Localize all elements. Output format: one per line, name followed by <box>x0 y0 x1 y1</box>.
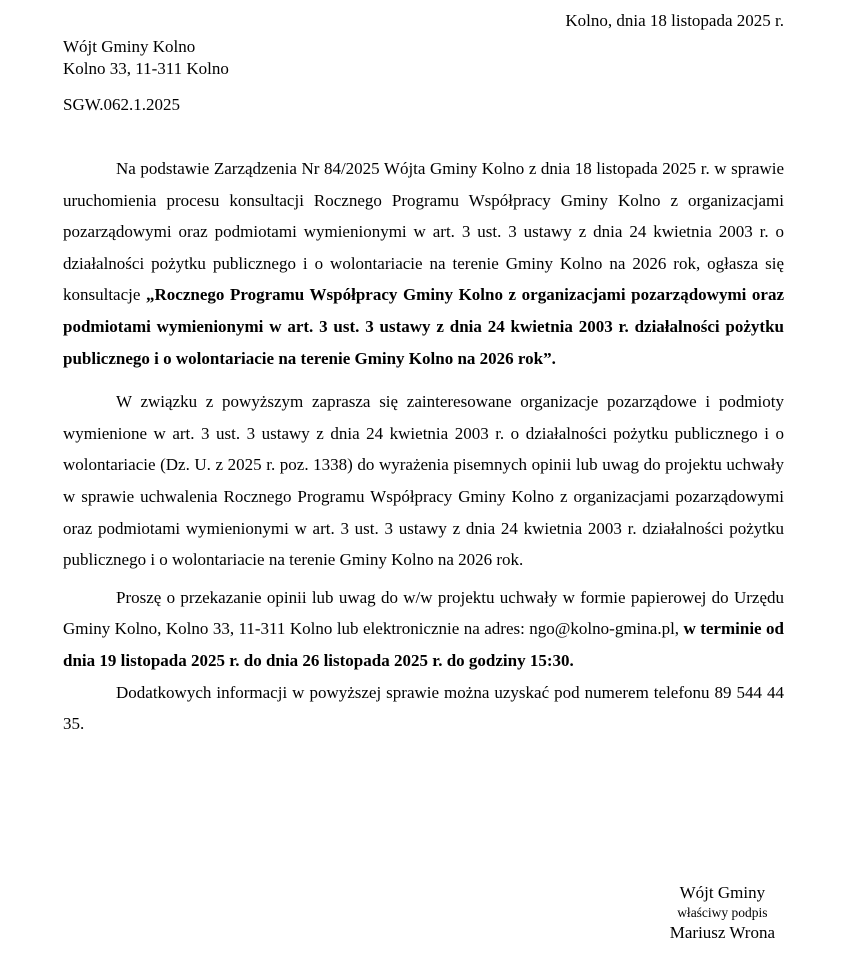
date-line: Kolno, dnia 18 listopada 2025 r. <box>565 11 784 30</box>
paragraph-submission: Proszę o przekazanie opinii lub uwag do w/w projektu uchwały w formie papierowej do Urzędu Gminy Kolno, Kolno 33, 11-311 Kolno lub elektronicznie na adres: ngo@kolno-gmina.pl, w terminie od dnia 19 listopada 2025 r. do dnia 26 listopada 2025 r. do godziny 15:30. <box>63 587 784 670</box>
sender-block <box>63 36 784 80</box>
sender-address: Kolno 33, 11-311 Kolno <box>63 59 229 78</box>
signature-name: Mariusz Wrona <box>669 923 775 942</box>
signature-block <box>670 882 775 943</box>
signature-title: Wójt Gminy <box>679 883 766 902</box>
paragraph-invitation: W związku z powyższym zaprasza się zainteresowane organizacje pozarządowe i podmioty wymienione w art. 3 ust. 3 ustawy z dnia 24 kwietnia 2003 r. o działalności pożytku publicznego i o wolontariacie (Dz. U. z 2025 r. poz. 1338) do wyrażenia pisemnych opinii lub uwag do projektu uchwały w sprawie uchwalenia Rocznego Programu Współpracy Gminy Kolno z organizacjami pozarządowymi oraz podmiotami wymienionymi w art. 3 ust. 3 ustawy z dnia 24 kwietnia 2003 r. działalności pożytku publicznego i o wolontariacie na terenie Gminy Kolno na 2026 rok. <box>63 392 784 570</box>
reference-number: SGW.062.1.2025 <box>63 95 180 114</box>
paragraph-contact: Dodatkowych informacji w powyższej sprawie można uzyskać pod numerem telefonu 89 544 44 35. <box>63 682 784 734</box>
signature-note: właściwy podpis <box>677 905 768 920</box>
sender-name: Wójt Gminy Kolno <box>63 37 196 56</box>
letter-body <box>63 153 784 740</box>
paragraph-basis: Na podstawie Zarządzenia Nr 84/2025 Wójta Gminy Kolno z dnia 18 listopada 2025 r. w sprawie uruchomienia procesu konsultacji Rocznego Programu Współpracy Gminy Kolno z organizacjami pozarządowymi oraz podmiotami wymienionymi w art. 3 ust. 3 ustawy z dnia 24 kwietnia 2003 r. o działalności pożytku publicznego i o wolontariacie na terenie Gminy Kolno na 2026 rok, ogłasza się konsultacje „Rocznego Programu Współpracy Gminy Kolno z organizacjami pozarządowymi oraz podmiotami wymienionymi w art. 3 ust. 3 ustawy z dnia 24 kwietnia 2003 r. działalności pożytku publicznego i o wolontariacie na terenie Gminy Kolno na 2026 rok”. <box>63 159 785 368</box>
